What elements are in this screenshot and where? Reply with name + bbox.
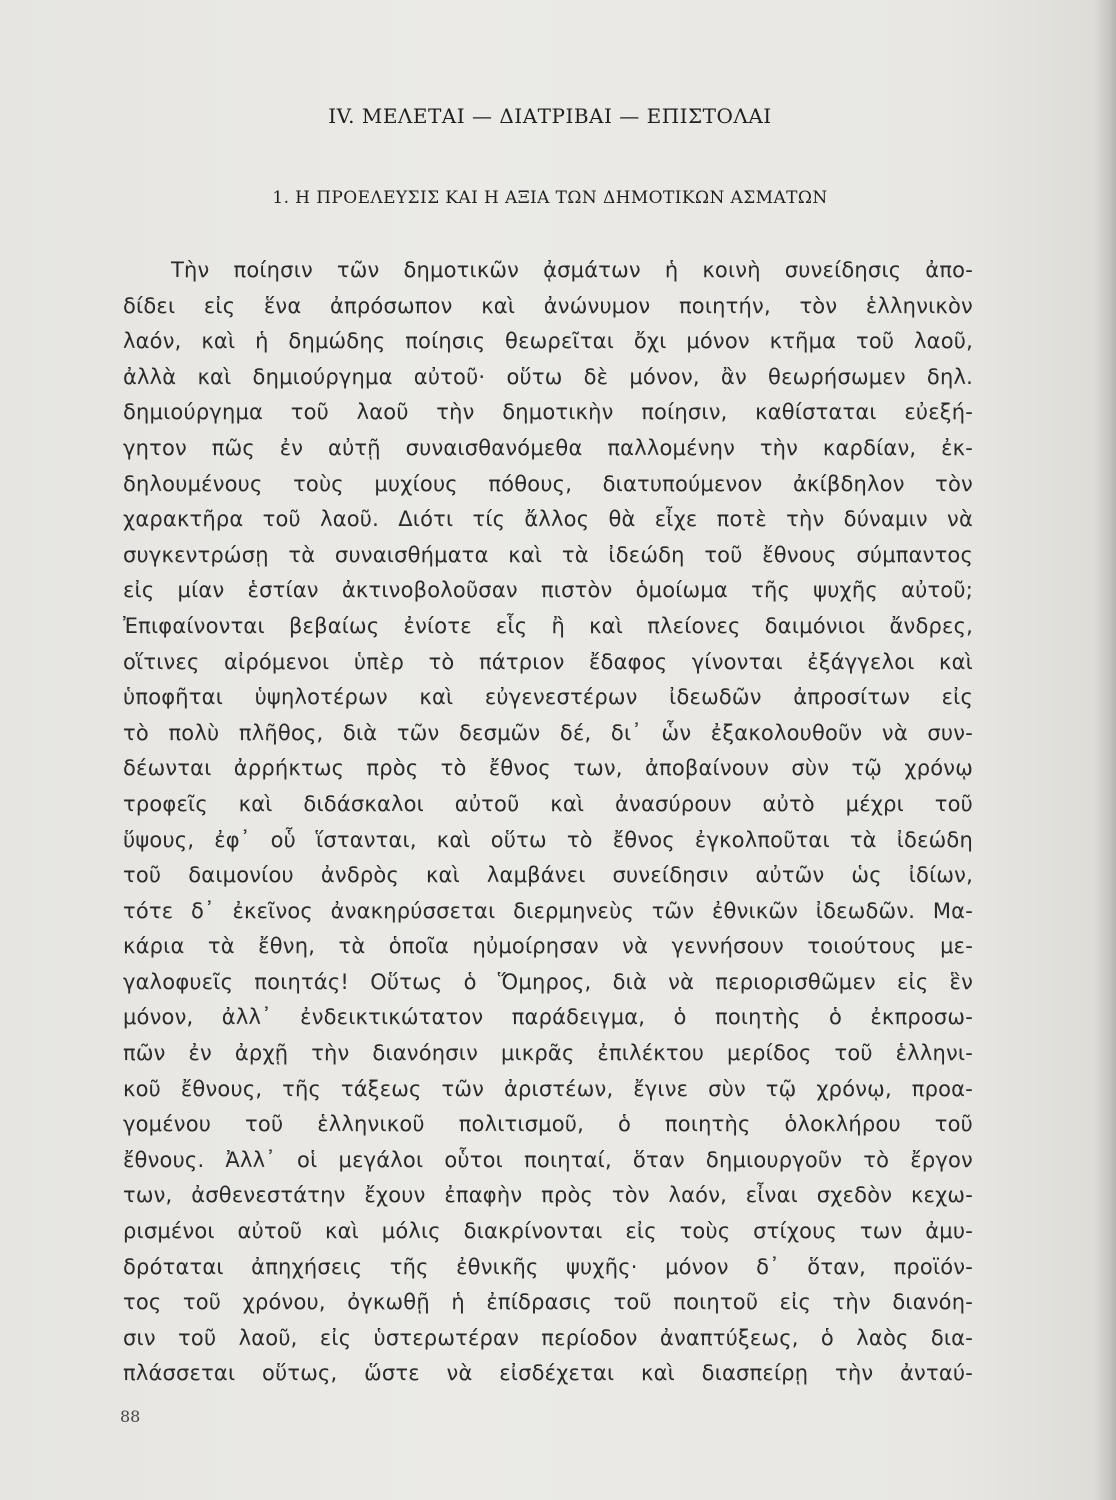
text-line: γητον πῶς ἐν αὐτῇ συναισθανόμεθα παλλομένην τὴν καρδίαν, ἐκ- [123,435,973,460]
text-line: ἀλλὰ καὶ δημιούργημα αὐτοῦ· οὕτω δὲ μόνον, ἂν θεωρήσωμεν δηλ. [123,364,973,389]
text-line: ρισμένοι αὐτοῦ καὶ μόλις διακρίνονται εἰς τοὺς στίχους των ἀμυ- [123,1219,973,1244]
text-line: δέωνται ἀρρήκτως πρὸς τὸ ἔθνος των, ἀποβαίνουν σὺν τῷ χρόνῳ [123,756,973,781]
text-line: τοῦ δαιμονίου ἀνδρὸς καὶ λαμβάνει συνείδησιν αὐτῶν ὡς ἰδίων, [123,863,973,888]
text-line: Ἐπιφαίνονται βεβαίως ἐνίοτε εἷς ἢ καὶ πλείονες δαιμόνιοι ἄνδρες, [123,613,973,638]
text-line: των, ἀσθενεστάτην ἔχουν ἐπαφὴν πρὸς τὸν λαόν, εἶναι σχεδὸν κεχω- [123,1183,973,1208]
text-line: οἵτινες αἰρόμενοι ὑπὲρ τὸ πάτριον ἔδαφος γίνονται ἐξάγγελοι καὶ [123,649,973,674]
text-line: μόνον, ἀλλ᾿ ἐνδεικτικώτατον παράδειγμα, ὁ ποιητὴς ὁ ἐκπροσω- [123,1005,973,1030]
text-line: γομένου τοῦ ἑλληνικοῦ πολιτισμοῦ, ὁ ποιητὴς ὁλοκλήρου τοῦ [123,1112,973,1137]
text-line: συγκεντρώσῃ τὰ συναισθήματα καὶ τὰ ἰδεώδη τοῦ ἔθνους σύμπαντος [123,542,973,567]
text-line: δημιούργημα τοῦ λαοῦ τὴν δημοτικὴν ποίησιν, καθίσταται εὐεξή- [123,400,973,425]
section-heading: IV. ΜΕΛΕΤΑΙ — ΔΙΑΤΡΙΒΑΙ — ΕΠΙΣΤΟΛΑΙ [328,104,772,128]
text-line: τότε δ᾿ ἐκεῖνος ἀνακηρύσσεται διερμηνεὺς τῶν ἐθνικῶν ἰδεωδῶν. Μα- [123,898,973,923]
text-line: κοῦ ἔθνους, τῆς τάξεως τῶν ἀριστέων, ἔγινε σὺν τῷ χρόνῳ, προα- [123,1076,973,1101]
text-line: δίδει εἰς ἕνα ἀπρόσωπον καὶ ἀνώνυμον ποιητήν, τὸν ἑλληνικὸν [123,293,973,318]
page-number: 88 [120,1407,141,1426]
text-line: εἰς μίαν ἑστίαν ἀκτινοβολοῦσαν πιστὸν ὁμοίωμα τῆς ψυχῆς αὐτοῦ; [123,578,973,603]
article-heading: 1. Η ΠΡΟΕΛΕΥΣΙΣ ΚΑΙ Η ΑΞΙΑ ΤΩΝ ΔΗΜΟΤΙΚΩΝ ΑΣΜΑΤΩΝ [272,188,828,208]
text-line: τὸ πολὺ πλῆθος, διὰ τῶν δεσμῶν δέ, δι᾿ ὧν ἐξακολουθοῦν νὰ συν- [123,720,973,745]
text-line: ὑποφῆται ὑψηλοτέρων καὶ εὐγενεστέρων ἰδεωδῶν ἀπροσίτων εἰς [123,685,973,710]
text-line: τροφεῖς καὶ διδάσκαλοι αὐτοῦ καὶ ἀνασύρουν αὐτὸ μέχρι τοῦ [123,791,973,816]
body-text [123,253,973,1392]
page-edge-shadow [1094,0,1116,1500]
text-line: πλάσσεται οὕτως, ὥστε νὰ εἰσδέχεται καὶ διασπείρῃ τὴν ἀνταύ- [123,1361,973,1386]
text-line: γαλοφυεῖς ποιητάς! Οὕτως ὁ Ὅμηρος, διὰ νὰ περιορισθῶμεν εἰς ἓν [123,969,973,994]
text-line: δρόταται ἀπηχήσεις τῆς ἐθνικῆς ψυχῆς· μόνον δ᾿ ὅταν, προϊόν- [123,1254,973,1279]
text-line: ἔθνους. Ἀλλ᾿ οἱ μεγάλοι οὗτοι ποιηταί, ὅταν δημιουργοῦν τὸ ἔργον [123,1147,973,1172]
text-line: σιν τοῦ λαοῦ, εἰς ὑστερωτέραν περίοδον ἀναπτύξεως, ὁ λαὸς δια- [123,1325,973,1350]
text-line: κάρια τὰ ἔθνη, τὰ ὁποῖα ηὐμοίρησαν νὰ γεννήσουν τοιούτους με- [123,934,973,959]
text-line: δηλουμένους τοὺς μυχίους πόθους, διατυπούμενον ἀκίβδηλον τὸν [123,471,973,496]
text-line: χαρακτῆρα τοῦ λαοῦ. Διότι τίς ἄλλος θὰ εἶχε ποτὲ τὴν δύναμιν νὰ [123,507,973,532]
text-line: Τὴν ποίησιν τῶν δημοτικῶν ᾀσμάτων ἡ κοινὴ συνείδησις ἀπο- [171,258,973,282]
text-line: τος τοῦ χρόνου, ὀγκωθῇ ἡ ἐπίδρασις τοῦ ποιητοῦ εἰς τὴν διανόη- [123,1290,973,1315]
text-line: ὕψους, ἐφ᾿ οὗ ἵστανται, καὶ οὕτω τὸ ἔθνος ἐγκολποῦται τὰ ἰδεώδη [123,827,973,852]
text-line: λαόν, καὶ ἡ δημώδης ποίησις θεωρεῖται ὄχι μόνον κτῆμα τοῦ λαοῦ, [123,329,973,354]
text-line: πῶν ἐν ἀρχῇ τὴν διανόησιν μικρᾶς ἐπιλέκτου μερίδος τοῦ ἑλληνι- [123,1041,973,1066]
